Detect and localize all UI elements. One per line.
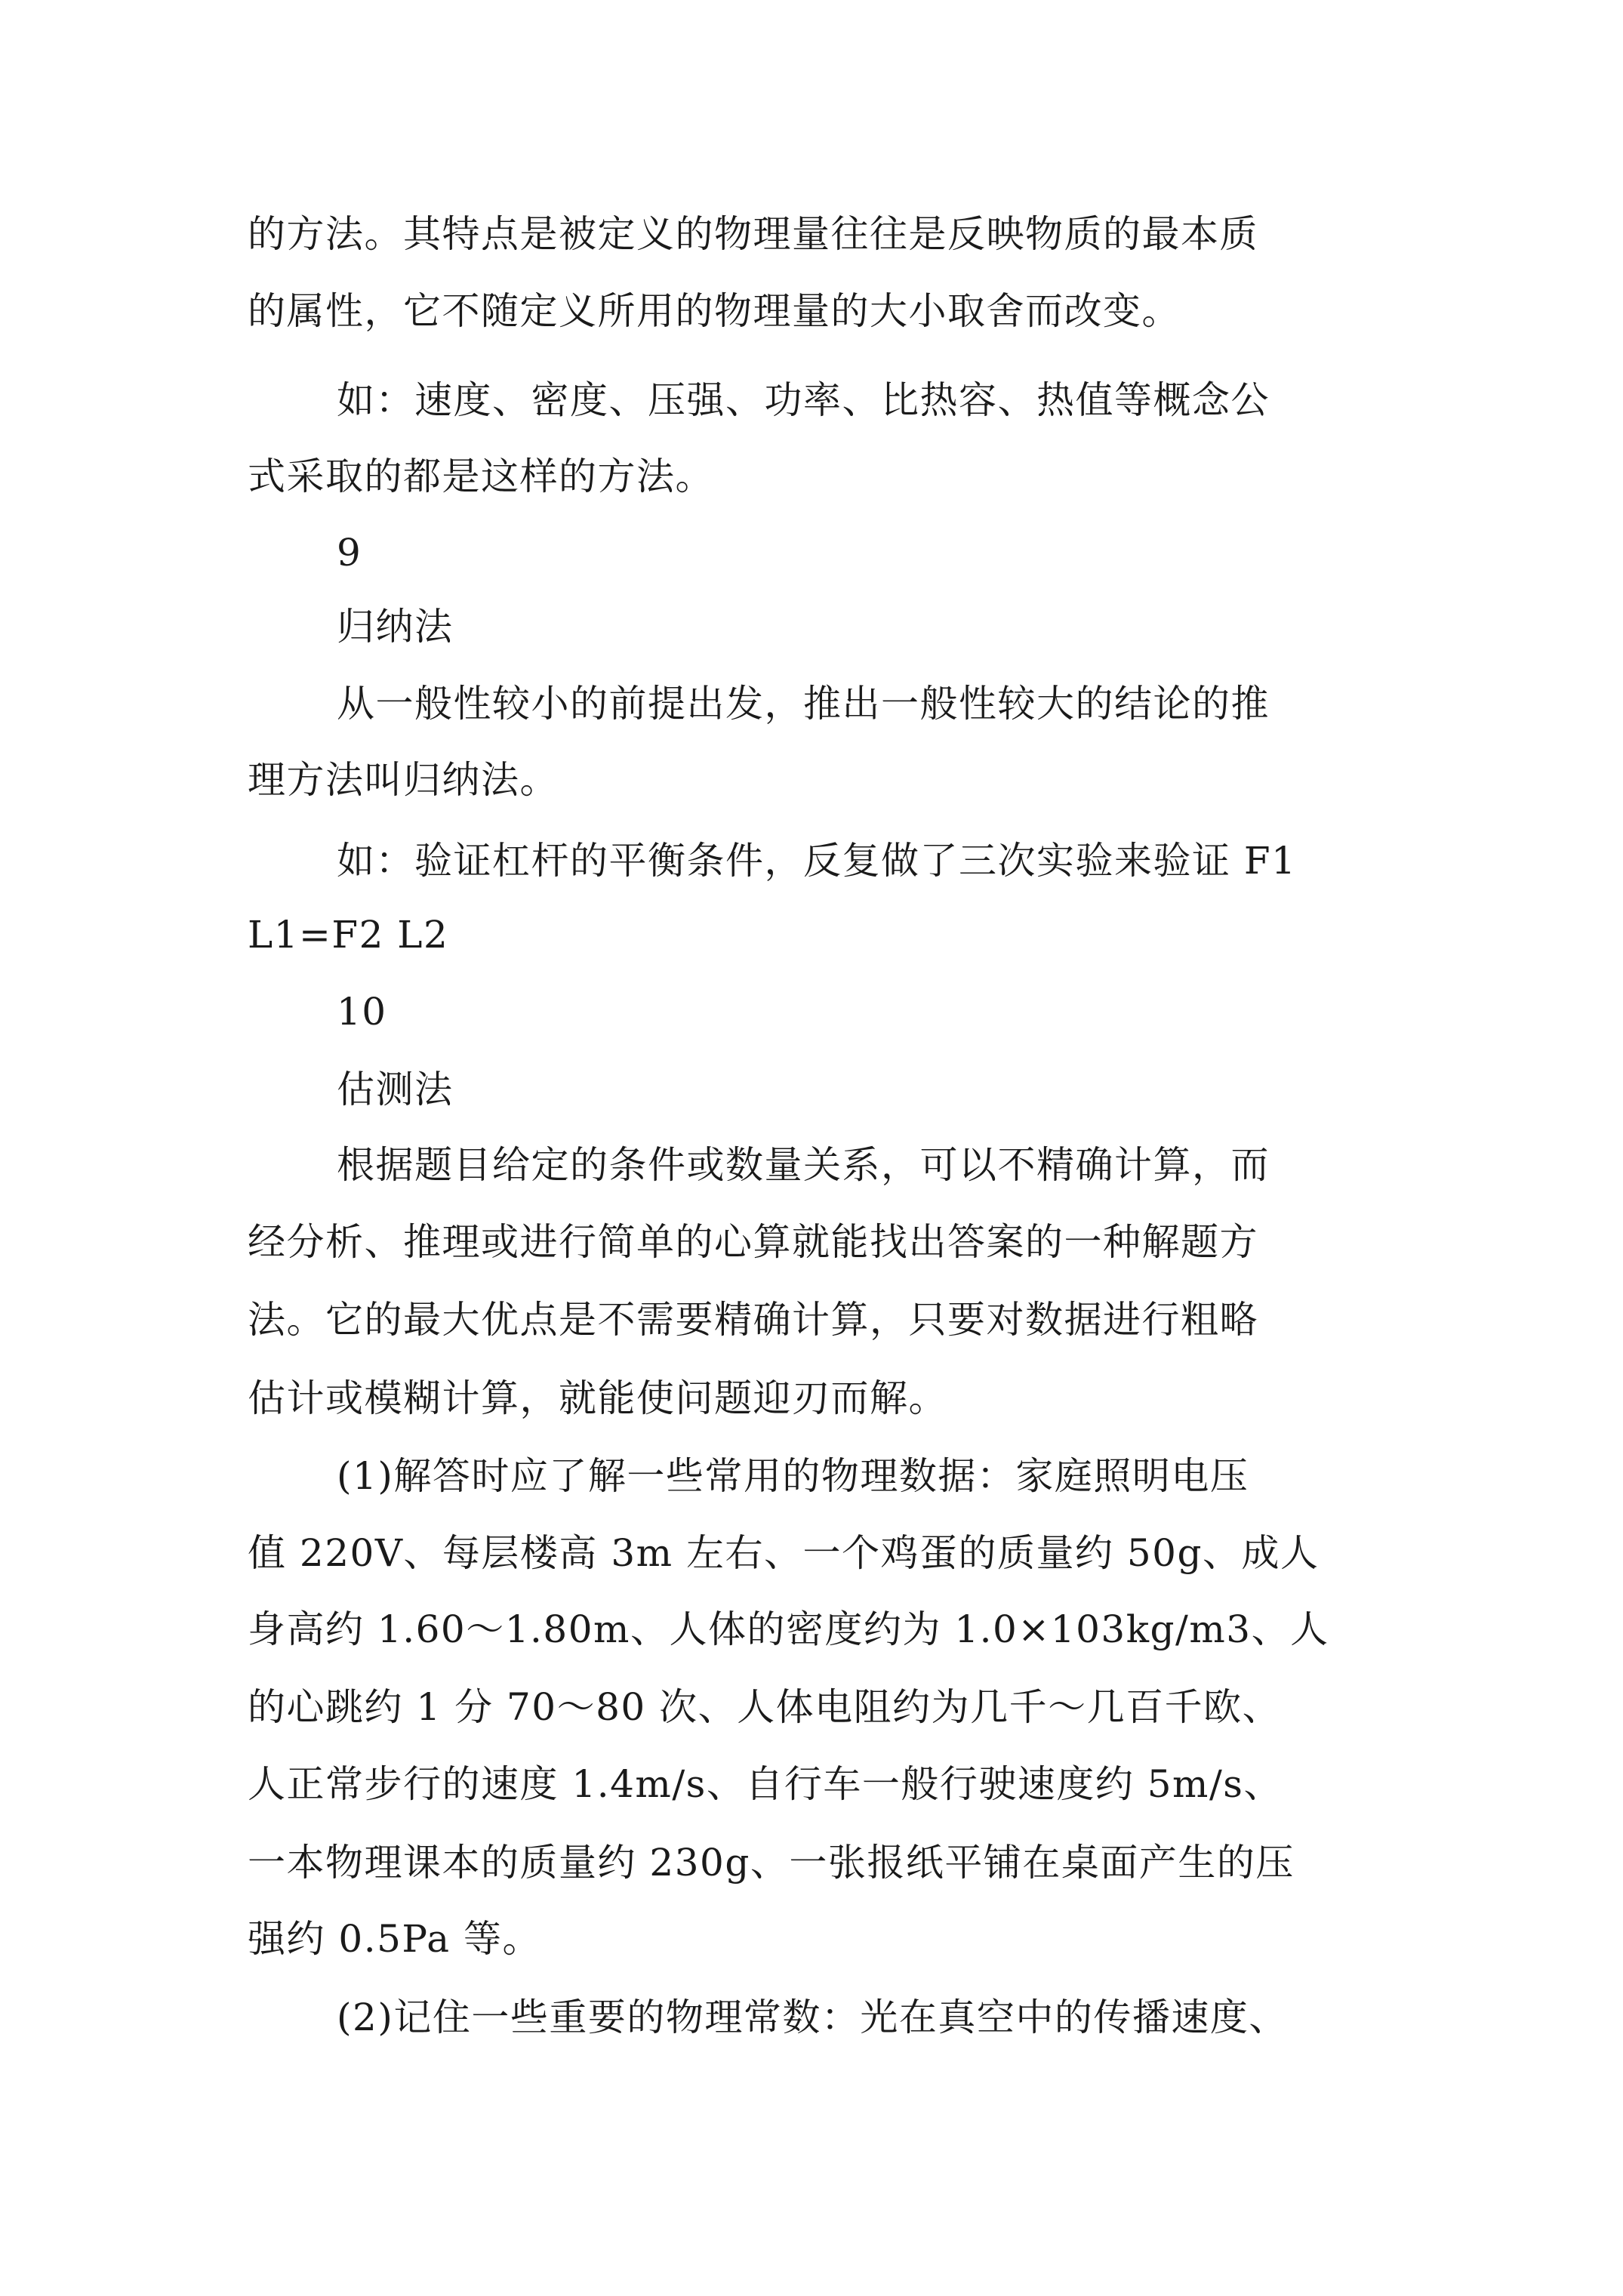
text-line: 如：验证杠杆的平衡条件，反复做了三次实验来验证 F1: [337, 839, 1297, 883]
text-line: 的属性，它不随定义所用的物理量的大小取舍而改变。: [248, 289, 1181, 333]
section-number: 10: [337, 990, 387, 1034]
text-line: 估计或模糊计算，就能使问题迎刃而解。: [248, 1376, 947, 1420]
text-line: 的方法。其特点是被定义的物理量往往是反映物质的最本质: [248, 212, 1258, 256]
section-heading: 归纳法: [337, 605, 454, 649]
text-line: 的心跳约 1 分 70～80 次、人体电阻约为几千～几百千欧、: [248, 1685, 1282, 1729]
text-line: 强约 0.5Pa 等。: [248, 1917, 542, 1961]
text-line: 根据题目给定的条件或数量关系，可以不精确计算，而: [337, 1143, 1270, 1187]
text-line: (1)解答时应了解一些常用的物理数据：家庭照明电压: [337, 1454, 1249, 1498]
text-line: 身高约 1.60～1.80m、人体的密度约为 1.0×103kg/m3、人: [248, 1607, 1329, 1651]
text-line: 一本物理课本的质量约 230g、一张报纸平铺在桌面产生的压: [248, 1841, 1295, 1885]
text-line: (2)记住一些重要的物理常数：光在真空中的传播速度、: [337, 1996, 1288, 2039]
text-line: 如：速度、密度、压强、功率、比热容、热值等概念公: [337, 378, 1270, 422]
text-line: 经分析、推理或进行简单的心算就能找出答案的一种解题方: [248, 1220, 1258, 1264]
text-line: L1=F2 L2: [248, 913, 449, 957]
section-heading: 估测法: [337, 1068, 454, 1111]
text-line: 法。它的最大优点是不需要精确计算，只要对数据进行粗略: [248, 1298, 1258, 1342]
text-line: 理方法叫归纳法。: [248, 758, 559, 802]
text-line: 式采取的都是这样的方法。: [248, 455, 714, 498]
text-line: 值 220V、每层楼高 3m 左右、一个鸡蛋的质量约 50g、成人: [248, 1531, 1320, 1575]
section-number: 9: [337, 531, 362, 575]
text-line: 从一般性较小的前提出发，推出一般性较大的结论的推: [337, 682, 1270, 726]
text-line: 人正常步行的速度 1.4m/s、自行车一般行驶速度约 5m/s、: [248, 1762, 1283, 1806]
